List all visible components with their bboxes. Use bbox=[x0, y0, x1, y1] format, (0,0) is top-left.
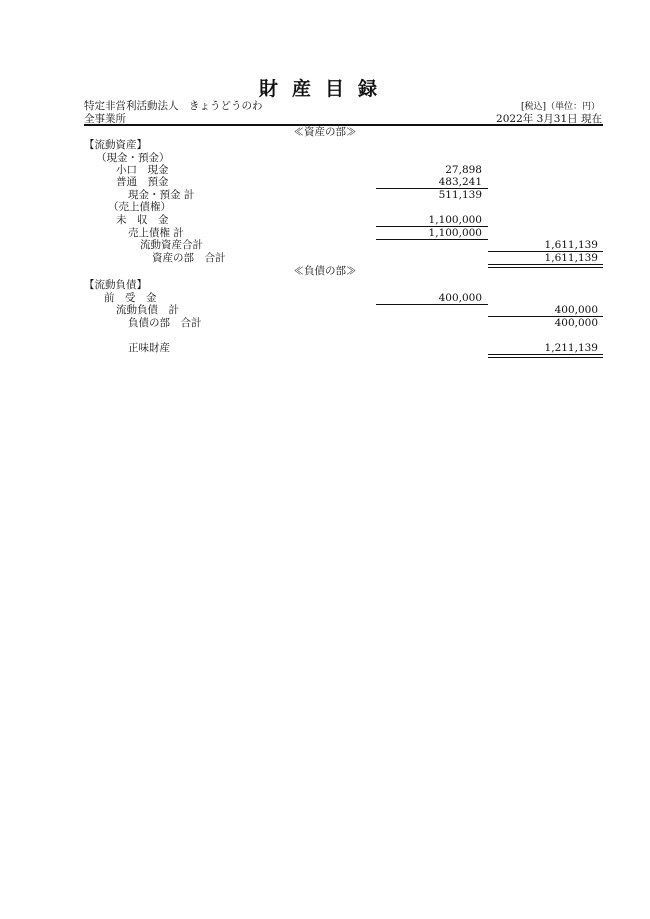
cash-total-value: 511,139 bbox=[438, 189, 482, 201]
receivables-total-value: 1,100,000 bbox=[428, 227, 482, 239]
organization-name: 特定非営利活動法人 きょうどうのわ bbox=[84, 100, 263, 112]
cash-deposits-group: （現金・預金） bbox=[96, 152, 170, 164]
advance-received-rule bbox=[376, 304, 488, 305]
advance-received-label: 前 受 金 bbox=[104, 292, 157, 304]
as-of-date: 2022年 3月31日 現在 bbox=[496, 113, 602, 125]
savings-deposit-label: 普通 預金 bbox=[116, 176, 169, 188]
savings-deposit-value: 483,241 bbox=[438, 176, 482, 188]
office-label: 全事業所 bbox=[84, 113, 126, 125]
net-assets-double-rule bbox=[488, 354, 603, 358]
liabilities-section-heading: ≪負債の部≫ bbox=[293, 265, 357, 277]
receivables-total-label: 売上債権 計 bbox=[128, 227, 184, 239]
net-assets-label: 正味財産 bbox=[128, 342, 170, 354]
tax-unit-note: [税込]（単位：円） bbox=[520, 102, 600, 112]
uncollected-value: 1,100,000 bbox=[428, 214, 482, 226]
petty-cash-label: 小口 現金 bbox=[116, 164, 169, 176]
current-liabilities-heading: 【流動負債】 bbox=[84, 279, 147, 291]
advance-received-value: 400,000 bbox=[438, 292, 482, 304]
liabilities-total-label: 負債の部 合計 bbox=[128, 317, 202, 329]
assets-total-value: 1,611,139 bbox=[544, 252, 598, 264]
net-assets-value: 1,211,139 bbox=[544, 342, 598, 354]
assets-total-label: 資産の部 合計 bbox=[152, 252, 226, 264]
current-liabilities-total-label: 流動負債 計 bbox=[116, 304, 179, 316]
current-assets-total-label: 流動資産合計 bbox=[140, 239, 203, 251]
receivables-total-rule bbox=[376, 239, 488, 240]
receivables-group: （売上債権） bbox=[108, 201, 171, 213]
liabilities-total-value: 400,000 bbox=[554, 317, 598, 329]
document-title: 財産目録 bbox=[258, 78, 391, 100]
uncollected-label: 未 収 金 bbox=[116, 214, 169, 226]
current-assets-heading: 【流動資産】 bbox=[84, 139, 147, 151]
current-assets-total-value: 1,611,139 bbox=[544, 239, 598, 251]
cash-total-label: 現金・預金 計 bbox=[128, 189, 195, 201]
current-liabilities-total-value: 400,000 bbox=[554, 304, 598, 316]
assets-section-heading: ≪資産の部≫ bbox=[293, 126, 357, 138]
petty-cash-value: 27,898 bbox=[445, 164, 482, 176]
